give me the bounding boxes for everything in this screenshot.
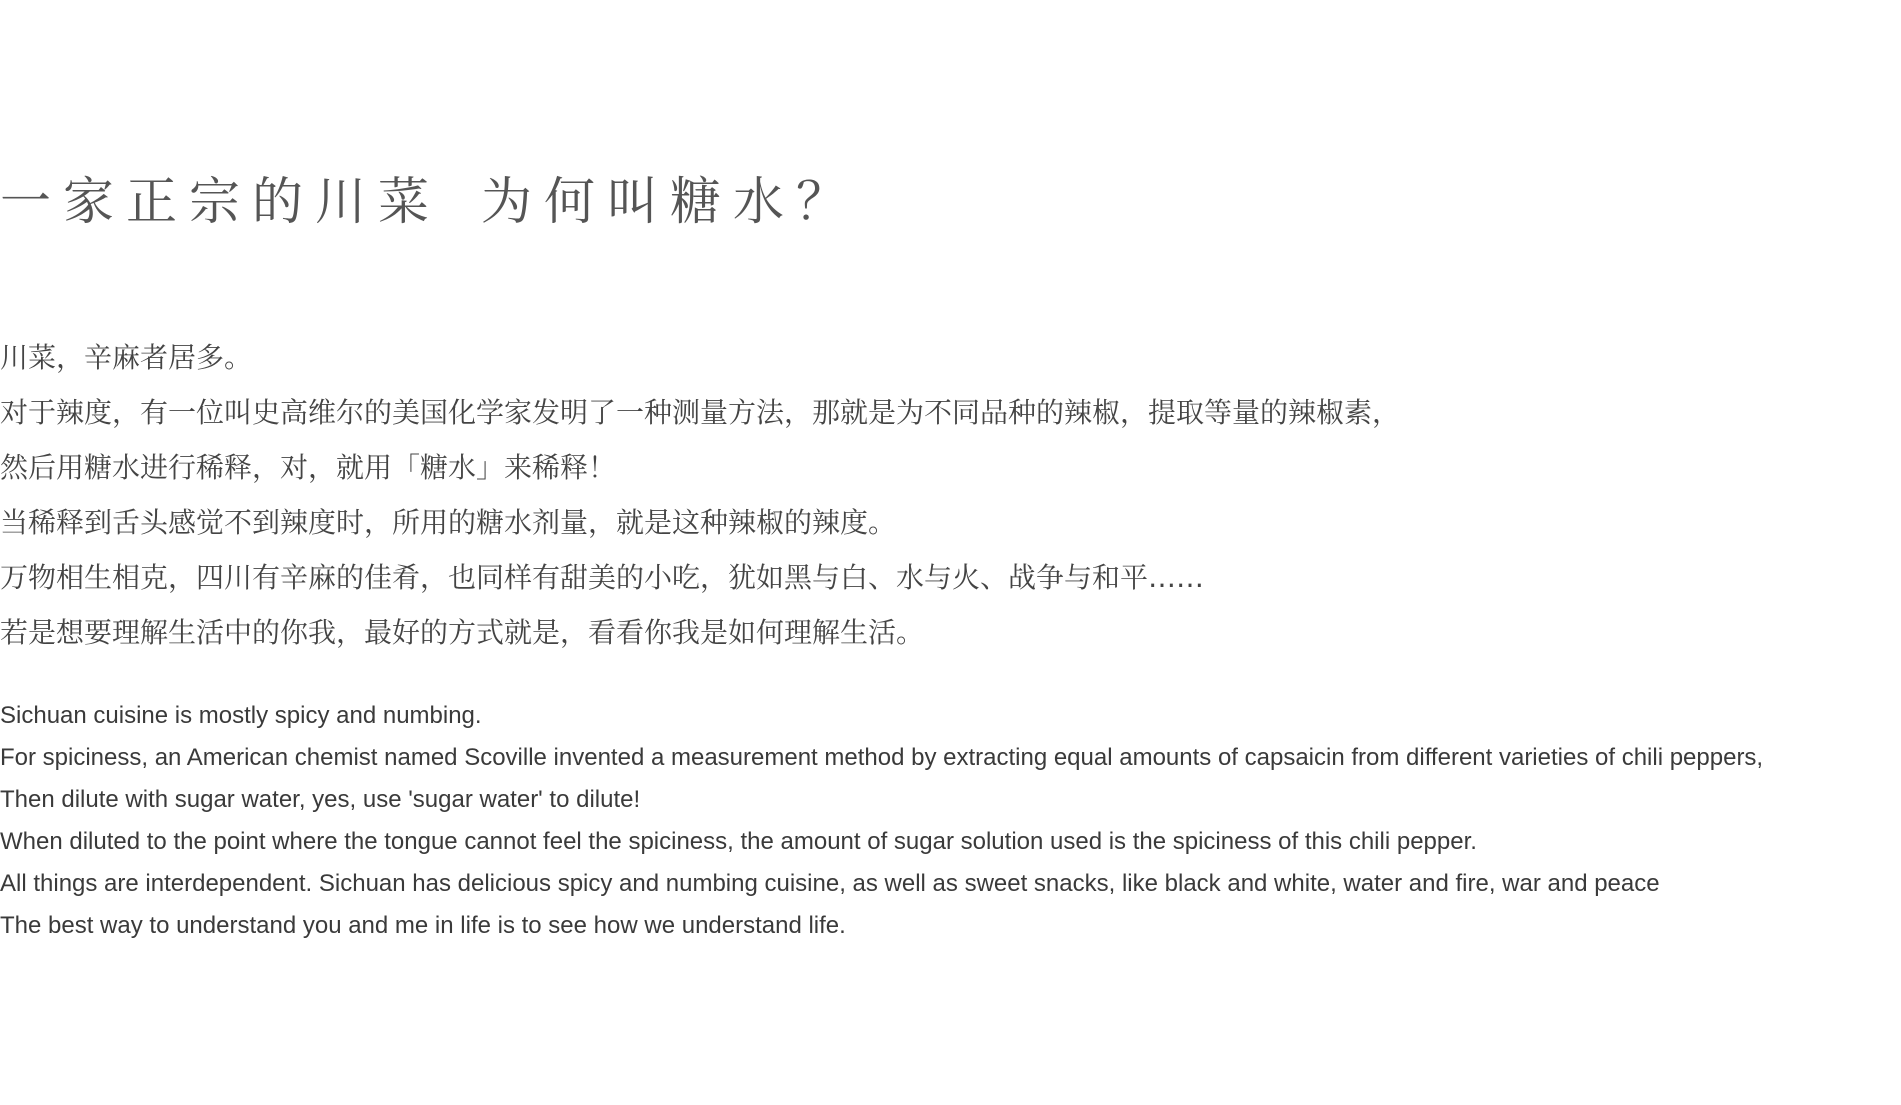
chinese-line: 当稀释到舌头感觉不到辣度时，所用的糖水剂量，就是这种辣椒的辣度。 (0, 506, 897, 539)
english-line: Then dilute with sugar water, yes, use 'sugar water' to dilute! (0, 786, 641, 813)
chinese-line: 万物相生相克，四川有辛麻的佳肴，也同样有甜美的小吃，犹如黑与白、水与火、战争与和平…… (0, 561, 1205, 594)
title-part-2: 为何叫糖水？ (481, 173, 860, 232)
chinese-line: 对于辣度，有一位叫史高维尔的美国化学家发明了一种测量方法，那就是为不同品种的辣椒，提取等量的辣椒素， (0, 396, 1401, 429)
chinese-line: 然后用糖水进行稀释，对，就用「糖水」来稀释！ (0, 451, 617, 484)
chinese-paragraph (0, 330, 1400, 660)
english-paragraph (0, 695, 1763, 947)
chinese-line: 川菜，辛麻者居多。 (0, 341, 253, 374)
page-title (0, 170, 859, 236)
english-line: When diluted to the point where the tongue cannot feel the spiciness, the amount of sugar solution used is the spiciness of this chili pepper. (0, 828, 1477, 855)
english-line: For spiciness, an American chemist named Scoville invented a measurement method by extracting equal amounts of capsaicin from different varieties of chili peppers, (0, 744, 1764, 771)
english-line: The best way to understand you and me in life is to see how we understand life. (0, 912, 846, 939)
english-line: All things are interdependent. Sichuan has delicious spicy and numbing cuisine, as well as sweet snacks, like black and white, water and fire, war and peace (0, 870, 1660, 897)
title-part-1: 一家正宗的川菜 (0, 173, 442, 232)
chinese-line: 若是想要理解生活中的你我，最好的方式就是，看看你我是如何理解生活。 (0, 616, 925, 649)
english-line: Sichuan cuisine is mostly spicy and numbing. (0, 702, 482, 729)
